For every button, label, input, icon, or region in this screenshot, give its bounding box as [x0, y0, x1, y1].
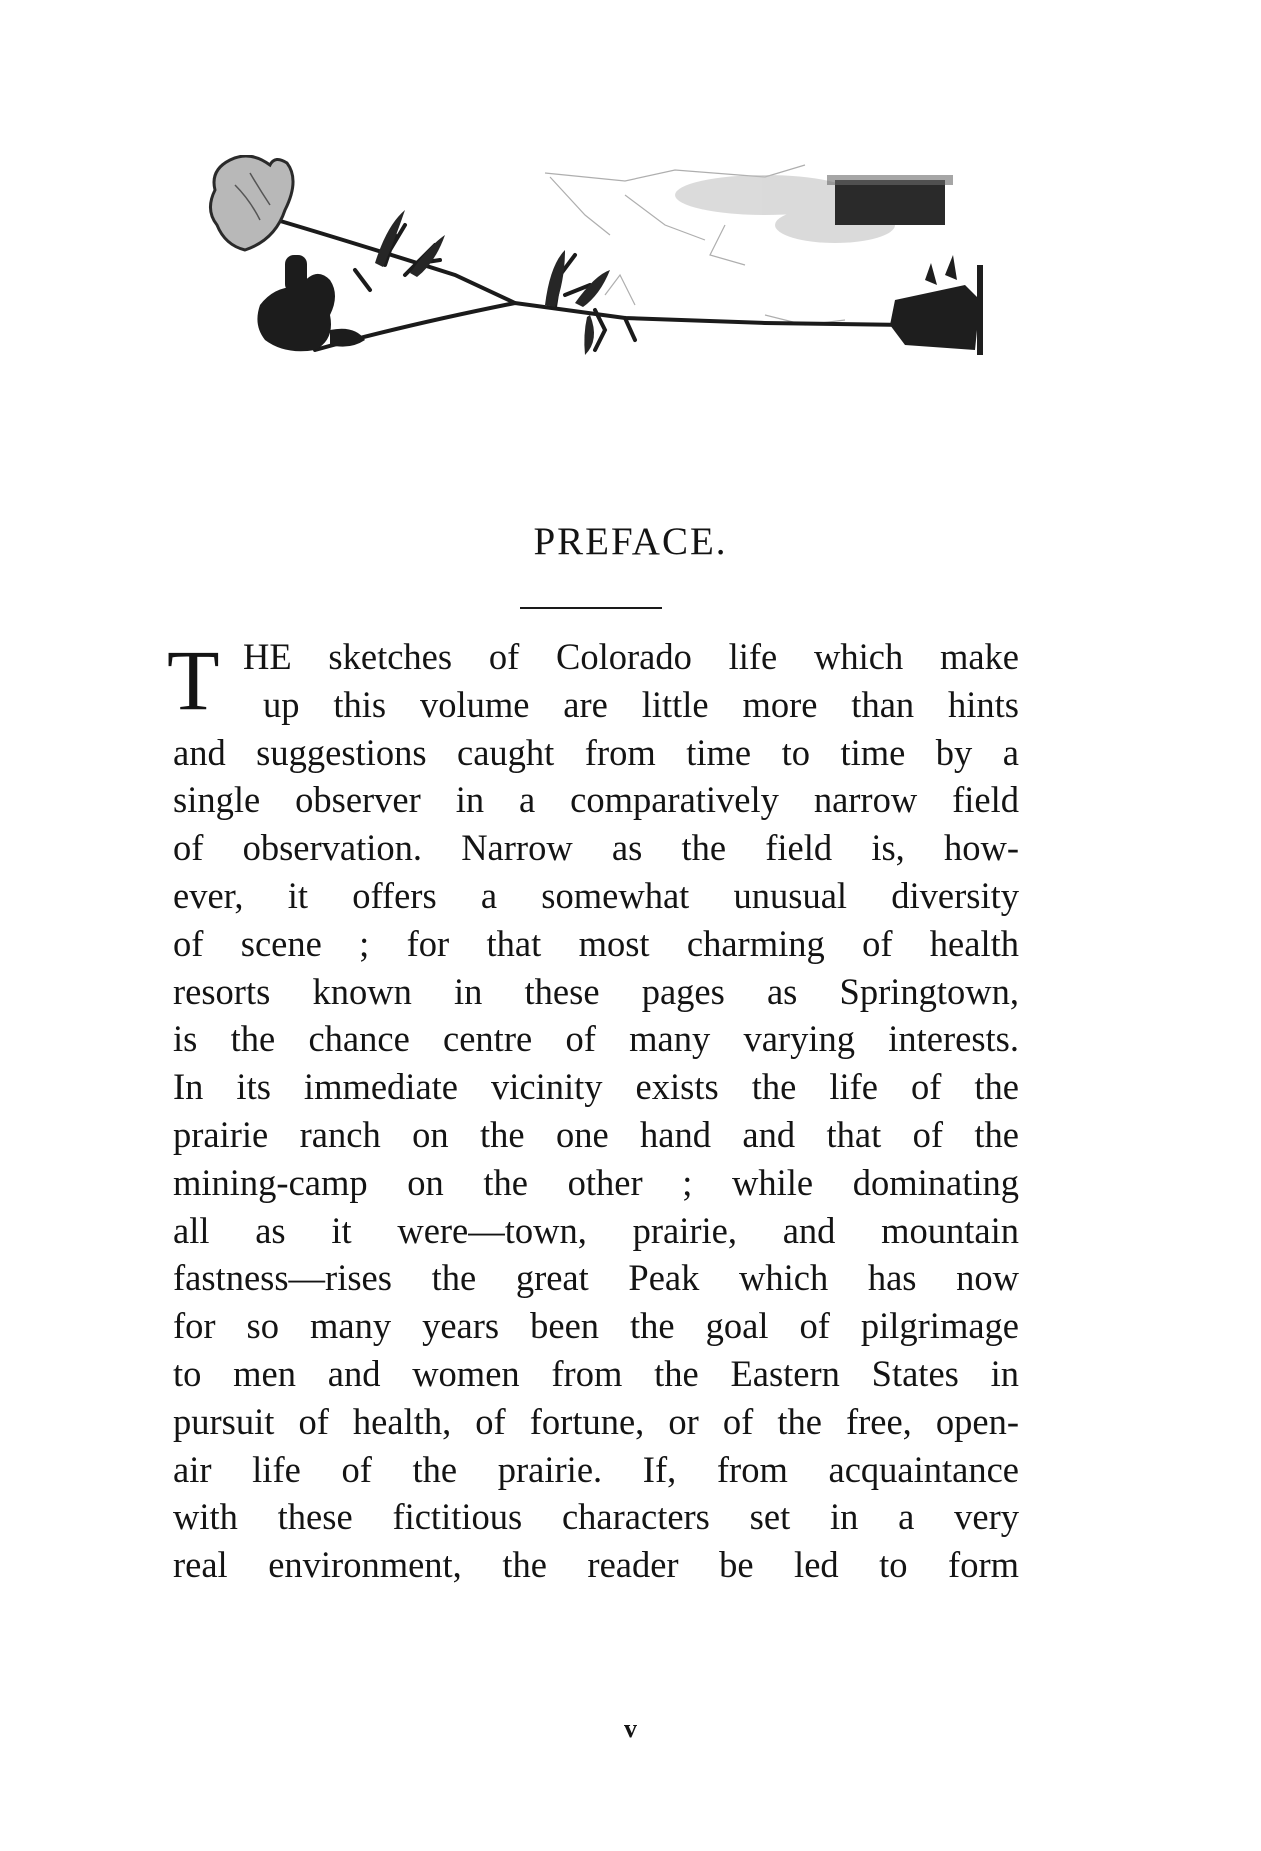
- title-rule-divider: [520, 607, 662, 609]
- text-line-11: prairie ranch on the one hand and that of the: [173, 1113, 1019, 1155]
- text-line-13: all as it were—town, prairie, and mountain: [173, 1209, 1019, 1251]
- text-line-3: and suggestions caught from time to time by a: [173, 731, 1019, 773]
- drop-cap-letter: T: [167, 632, 220, 728]
- text-line-15: for so many years been the goal of pilgrimage: [173, 1305, 1019, 1347]
- flower-ornament-illustration: [205, 155, 995, 395]
- text-line-17: pursuit of health, of fortune, or of the free, open-: [173, 1400, 1019, 1442]
- text-line-5: of observation. Narrow as the field is, how-: [173, 827, 1019, 869]
- text-line-14: fastness—rises the great Peak which has now: [173, 1257, 1019, 1299]
- text-line-19: with these fictitious characters set in a very: [173, 1496, 1019, 1538]
- text-line-1: HE sketches of Colorado life which make: [243, 636, 1019, 677]
- text-line-4: single observer in a comparatively narrow field: [173, 779, 1019, 821]
- text-line-12: mining-camp on the other ; while dominating: [173, 1161, 1019, 1203]
- text-line-2: up this volume are little more than hints: [263, 683, 1019, 725]
- text-line-20: real environment, the reader be led to form: [173, 1544, 1019, 1586]
- text-line-7: of scene ; for that most charming of health: [173, 922, 1019, 964]
- text-line-18: air life of the prairie. If, from acquaintance: [173, 1448, 1019, 1490]
- text-line-6: ever, it offers a somewhat unusual diversity: [173, 874, 1019, 916]
- preface-body: [173, 729, 1019, 1589]
- text-line-8: resorts known in these pages as Springtown,: [173, 970, 1019, 1012]
- text-line-9: is the chance centre of many varying interests.: [173, 1018, 1019, 1060]
- dropcap-hang-lines: [243, 633, 1019, 729]
- chapter-title: PREFACE.: [533, 520, 728, 563]
- text-line-16: to men and women from the Eastern States in: [173, 1352, 1019, 1394]
- text-line-10: In its immediate vicinity exists the life of the: [173, 1066, 1019, 1108]
- page-number: v: [624, 1714, 637, 1743]
